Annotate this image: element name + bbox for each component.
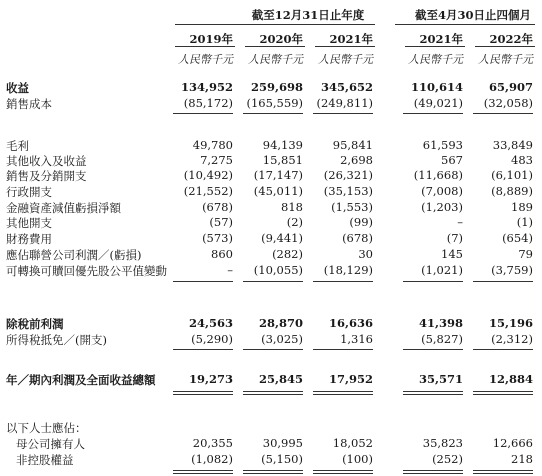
row-label: 收益 <box>6 81 29 95</box>
row-value: 2,698 <box>340 153 373 167</box>
row-value: (11,668) <box>413 168 463 182</box>
row-value: (3,759) <box>491 263 533 277</box>
year-header: 2019年 <box>189 32 233 46</box>
row-label: 其他開支 <box>6 216 52 230</box>
row-label: 其他收入及收益 <box>6 154 87 168</box>
unit-label: 人民幣千元 <box>318 53 373 66</box>
unit-label: 人民幣千元 <box>408 53 463 66</box>
total-rule <box>243 470 303 471</box>
row-value: 818 <box>281 200 303 214</box>
row-label: 銷售及分銷開支 <box>6 169 87 183</box>
row-value: 30,995 <box>262 436 303 450</box>
total-rule <box>403 281 463 282</box>
row-value: 79 <box>518 247 533 261</box>
row-value: (10,492) <box>183 168 233 182</box>
row-value: – <box>227 263 233 277</box>
row-value: 30 <box>358 247 373 261</box>
row-value: 24,563 <box>188 316 233 330</box>
row-value: (5,827) <box>421 332 463 346</box>
row-value: (6,101) <box>491 168 533 182</box>
row-value: (32,058) <box>483 96 533 110</box>
row-value: (3,025) <box>261 332 303 346</box>
total-rule <box>403 349 463 350</box>
row-value: (282) <box>272 247 303 261</box>
row-value: (45,011) <box>253 184 303 198</box>
year-header: 2022年 <box>489 32 533 46</box>
total-rule <box>473 113 533 114</box>
row-value: – <box>457 215 463 229</box>
row-value: 20,355 <box>192 436 233 450</box>
row-value: (1,203) <box>421 200 463 214</box>
row-value: (8,889) <box>491 184 533 198</box>
row-value: 860 <box>211 247 233 261</box>
row-value: 483 <box>511 153 533 167</box>
total-rule <box>173 113 233 114</box>
row-value: (18,129) <box>323 263 373 277</box>
unit-label: 人民幣千元 <box>178 53 233 66</box>
year-header: 2021年 <box>329 32 373 46</box>
year-underline <box>315 46 375 47</box>
total-rule <box>473 394 533 395</box>
total-rule <box>173 473 233 474</box>
total-rule <box>313 281 373 282</box>
row-value: 49,780 <box>192 138 233 152</box>
year-header: 2020年 <box>259 32 303 46</box>
row-value: (5,290) <box>191 332 233 346</box>
total-rule <box>243 473 303 474</box>
row-value: 345,652 <box>320 80 373 94</box>
row-value: (573) <box>202 231 233 245</box>
total-rule <box>403 391 463 392</box>
row-value: 1,316 <box>340 332 373 346</box>
total-rule <box>243 394 303 395</box>
total-rule <box>473 473 533 474</box>
row-value: 33,849 <box>492 138 533 152</box>
row-label: 財務費用 <box>6 232 52 246</box>
row-value: 189 <box>511 200 533 214</box>
total-rule <box>313 394 373 395</box>
row-value: (21,552) <box>183 184 233 198</box>
row-value: (1) <box>516 215 533 229</box>
row-value: 110,614 <box>410 80 463 94</box>
row-value: 12,884 <box>488 372 533 386</box>
row-value: (99) <box>349 215 373 229</box>
year-underline <box>405 46 465 47</box>
row-value: 12,666 <box>492 436 533 450</box>
total-rule <box>473 470 533 471</box>
row-label: 金融資產減值虧損淨額 <box>6 201 121 215</box>
total-rule <box>403 473 463 474</box>
row-value: (1,082) <box>191 452 233 466</box>
row-value: (100) <box>342 452 373 466</box>
row-value: (5,150) <box>261 452 303 466</box>
row-value: (165,559) <box>246 96 303 110</box>
row-value: 18,052 <box>332 436 373 450</box>
total-rule <box>243 349 303 350</box>
row-value: 145 <box>441 247 463 261</box>
row-value: (252) <box>432 452 463 466</box>
row-value: (678) <box>342 231 373 245</box>
total-rule <box>313 470 373 471</box>
row-label: 母公司擁有人 <box>16 437 85 451</box>
row-label: 所得稅抵免／(開支) <box>6 333 107 347</box>
row-value: 94,139 <box>262 138 303 152</box>
row-value: 25,845 <box>258 372 303 386</box>
row-value: (2) <box>286 215 303 229</box>
header-group-year-ended: 截至12月31日止年度 <box>251 8 365 22</box>
row-value: 61,593 <box>422 138 463 152</box>
total-rule <box>403 470 463 471</box>
row-value: 567 <box>441 153 463 167</box>
row-value: 15,851 <box>262 153 303 167</box>
total-rule <box>313 473 373 474</box>
total-rule <box>173 470 233 471</box>
total-rule <box>403 394 463 395</box>
total-rule <box>473 349 533 350</box>
row-value: 41,398 <box>418 316 463 330</box>
header-divider-2 <box>395 24 535 25</box>
total-rule <box>243 391 303 392</box>
total-rule <box>403 113 463 114</box>
row-label: 以下人士應佔： <box>6 421 87 435</box>
row-value: (26,321) <box>323 168 373 182</box>
year-underline <box>175 46 235 47</box>
row-value: 16,636 <box>328 316 373 330</box>
row-value: 95,841 <box>332 138 373 152</box>
row-value: (85,172) <box>183 96 233 110</box>
total-rule <box>173 281 233 282</box>
row-value: (10,055) <box>253 263 303 277</box>
total-rule <box>313 349 373 350</box>
row-label: 年／期內利潤及全面收益總額 <box>6 373 156 387</box>
row-value: 259,698 <box>250 80 303 94</box>
row-value: 17,952 <box>328 372 373 386</box>
row-label: 可轉換可贖回優先股公平值變動 <box>6 264 167 278</box>
total-rule <box>313 113 373 114</box>
row-value: 35,823 <box>422 436 463 450</box>
row-label: 應佔聯營公司利潤／(虧損) <box>6 248 142 262</box>
row-value: (654) <box>502 231 533 245</box>
total-rule <box>473 391 533 392</box>
row-value: (17,147) <box>253 168 303 182</box>
total-rule <box>173 394 233 395</box>
header-group-four-months: 截至4月30日止四個月 <box>414 8 531 22</box>
row-label: 除稅前利潤 <box>6 317 64 331</box>
row-value: 15,196 <box>488 316 533 330</box>
row-label: 銷售成本 <box>6 97 52 111</box>
total-rule <box>243 281 303 282</box>
total-rule <box>473 281 533 282</box>
unit-label: 人民幣千元 <box>248 53 303 66</box>
row-value: (249,811) <box>316 96 373 110</box>
row-value: (1,553) <box>331 200 373 214</box>
row-value: 28,870 <box>258 316 303 330</box>
row-value: 134,952 <box>180 80 233 94</box>
row-value: (1,021) <box>421 263 463 277</box>
total-rule <box>173 349 233 350</box>
row-label: 毛利 <box>6 139 29 153</box>
total-rule <box>173 391 233 392</box>
row-label: 行政開支 <box>6 185 52 199</box>
row-value: (678) <box>202 200 233 214</box>
row-value: (57) <box>209 215 233 229</box>
row-value: (2,312) <box>491 332 533 346</box>
row-value: 35,571 <box>418 372 463 386</box>
row-value: (7) <box>446 231 463 245</box>
unit-label: 人民幣千元 <box>478 53 533 66</box>
year-header: 2021年 <box>419 32 463 46</box>
row-value: (35,153) <box>323 184 373 198</box>
row-label: 非控股權益 <box>16 453 74 467</box>
row-value: (49,021) <box>413 96 463 110</box>
total-rule <box>313 391 373 392</box>
row-value: (9,441) <box>261 231 303 245</box>
total-rule <box>243 113 303 114</box>
row-value: 19,273 <box>188 372 233 386</box>
year-underline <box>475 46 535 47</box>
row-value: 7,275 <box>200 153 233 167</box>
row-value: 218 <box>511 452 533 466</box>
year-underline <box>245 46 305 47</box>
row-value: 65,907 <box>488 80 533 94</box>
header-divider-1 <box>175 24 375 25</box>
row-value: (7,008) <box>421 184 463 198</box>
